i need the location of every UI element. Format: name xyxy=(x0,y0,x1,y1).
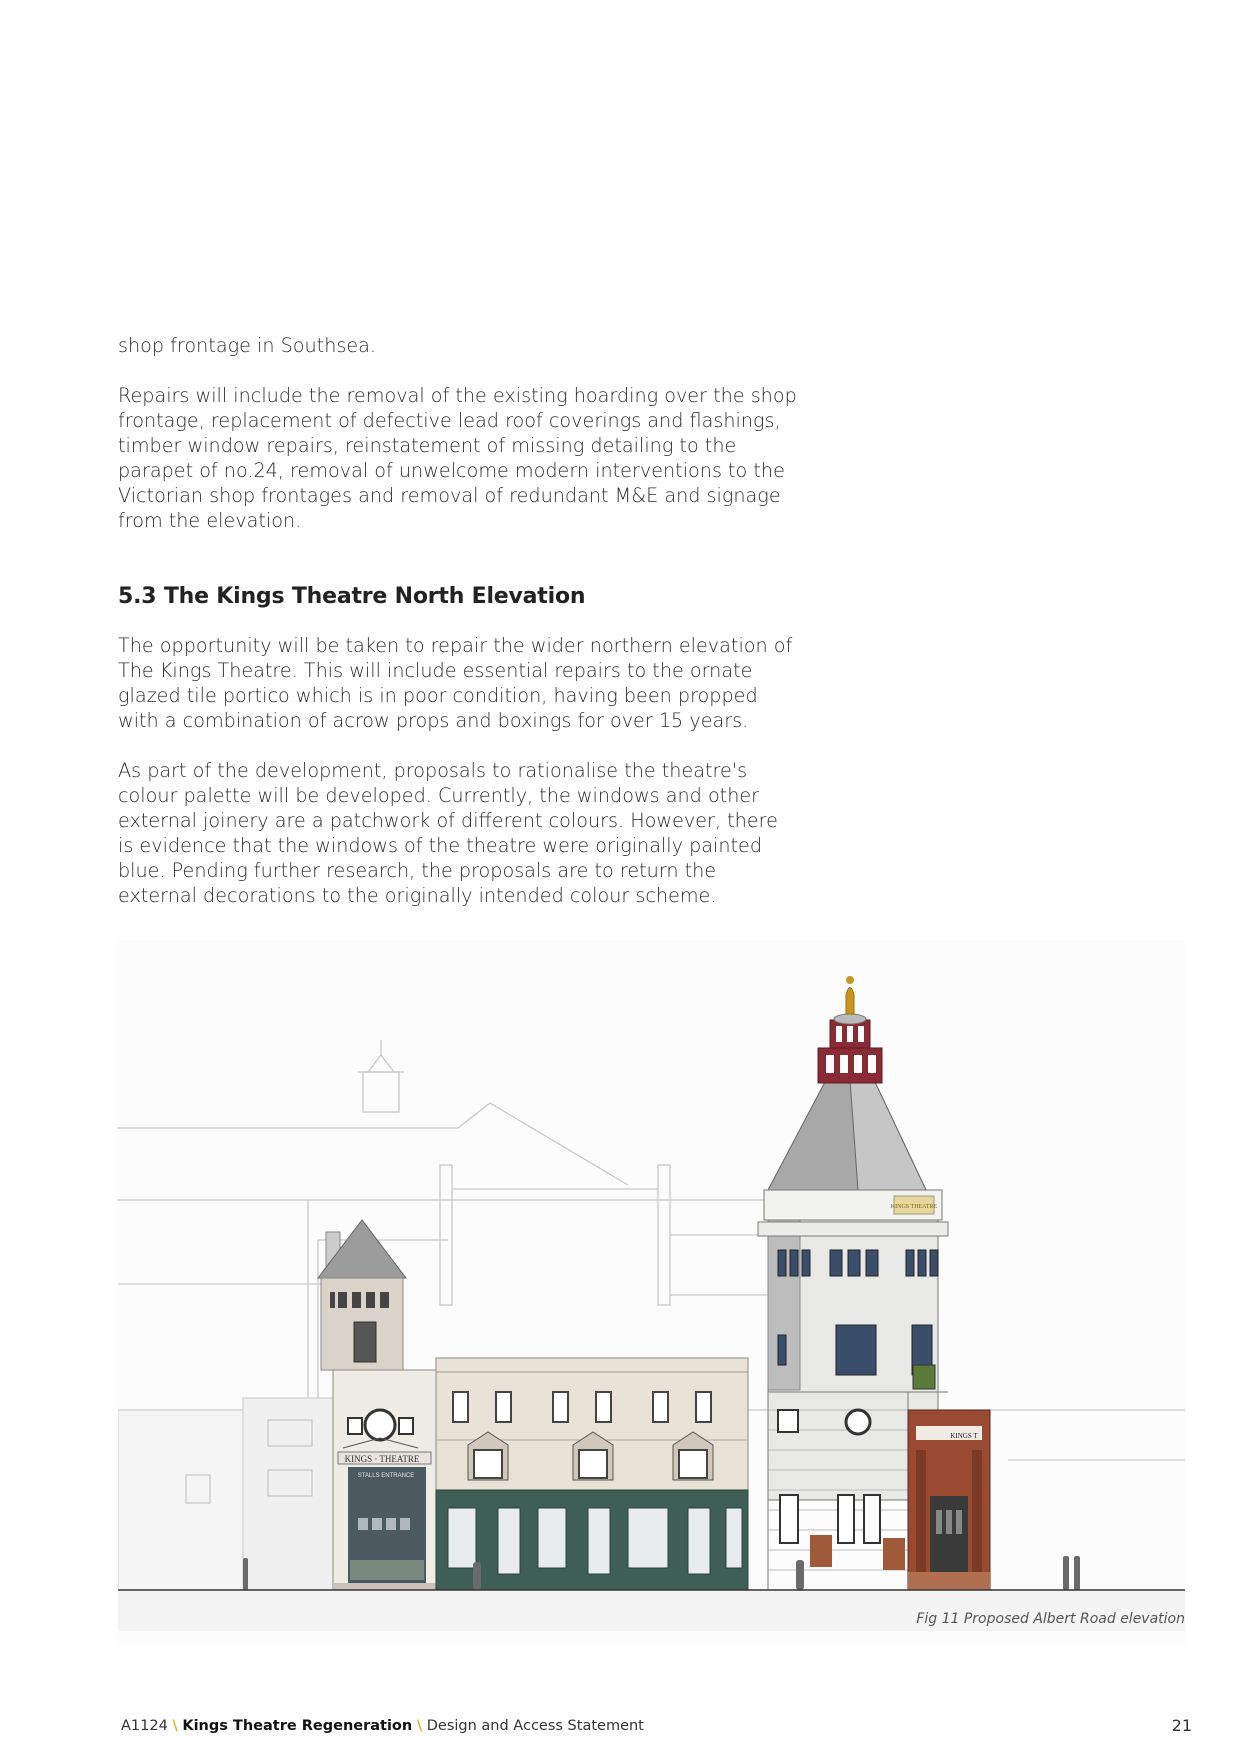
footer xyxy=(121,1718,644,1734)
stalls-entrance-sign: STALLS ENTRANCE xyxy=(357,1473,415,1479)
section-heading: 5.3 The Kings Theatre North Elevation xyxy=(118,584,586,609)
elevation-drawing xyxy=(118,940,1185,1645)
document-type: Design and Access Statement xyxy=(426,1718,644,1734)
project-title: Kings Theatre Regeneration xyxy=(182,1718,413,1734)
page-number: 21 xyxy=(1171,1716,1192,1735)
portico-sign: KINGS T xyxy=(950,1432,978,1440)
footer-separator: \ xyxy=(172,1718,178,1734)
elevation-svg xyxy=(118,940,1185,1645)
paragraph-repairs: Repairs will include the removal of the existing hoarding over the shop frontage, replacement of defective lead roof coverings and flashings, timber window repairs, reinstatement of missing detailing to the parapet of no.24, removal of unwelcome modern interventions to the Victorian shop frontages and removal of redundant M&E and signage from the elevation. xyxy=(118,384,797,532)
project-code: A1124 xyxy=(121,1718,168,1734)
figure-caption: Fig 11 Proposed Albert Road elevation xyxy=(916,1611,1185,1627)
left-buildings xyxy=(118,1398,336,1590)
paragraph-continued: shop frontage in Southsea. xyxy=(118,334,377,357)
footer-separator-2: \ xyxy=(416,1718,423,1734)
kings-theatre-sign: KINGS · THEATRE xyxy=(344,1454,420,1464)
paragraph-colour-palette: As part of the development, proposals to rationalise the theatre's colour palette will be developed. Currently, the windows and other external joinery are a patchwork of different colours. However, there is evidence that the windows of the theatre were originally painted blue. Pending further research, the proposals are to return the external decorations to the originally intended colour scheme. xyxy=(118,759,778,907)
terrace-buildings xyxy=(436,1358,748,1590)
tower-sign: KINGS THEATRE xyxy=(890,1204,938,1210)
portico xyxy=(908,1410,990,1590)
paragraph-opportunity: The opportunity will be taken to repair the wider northern elevation of The Kings Theatre. This will include essential repairs to the ornate glazed tile portico which is in poor condition, having been propped with a combination of acrow props and boxings for over 15 years. xyxy=(118,634,793,732)
